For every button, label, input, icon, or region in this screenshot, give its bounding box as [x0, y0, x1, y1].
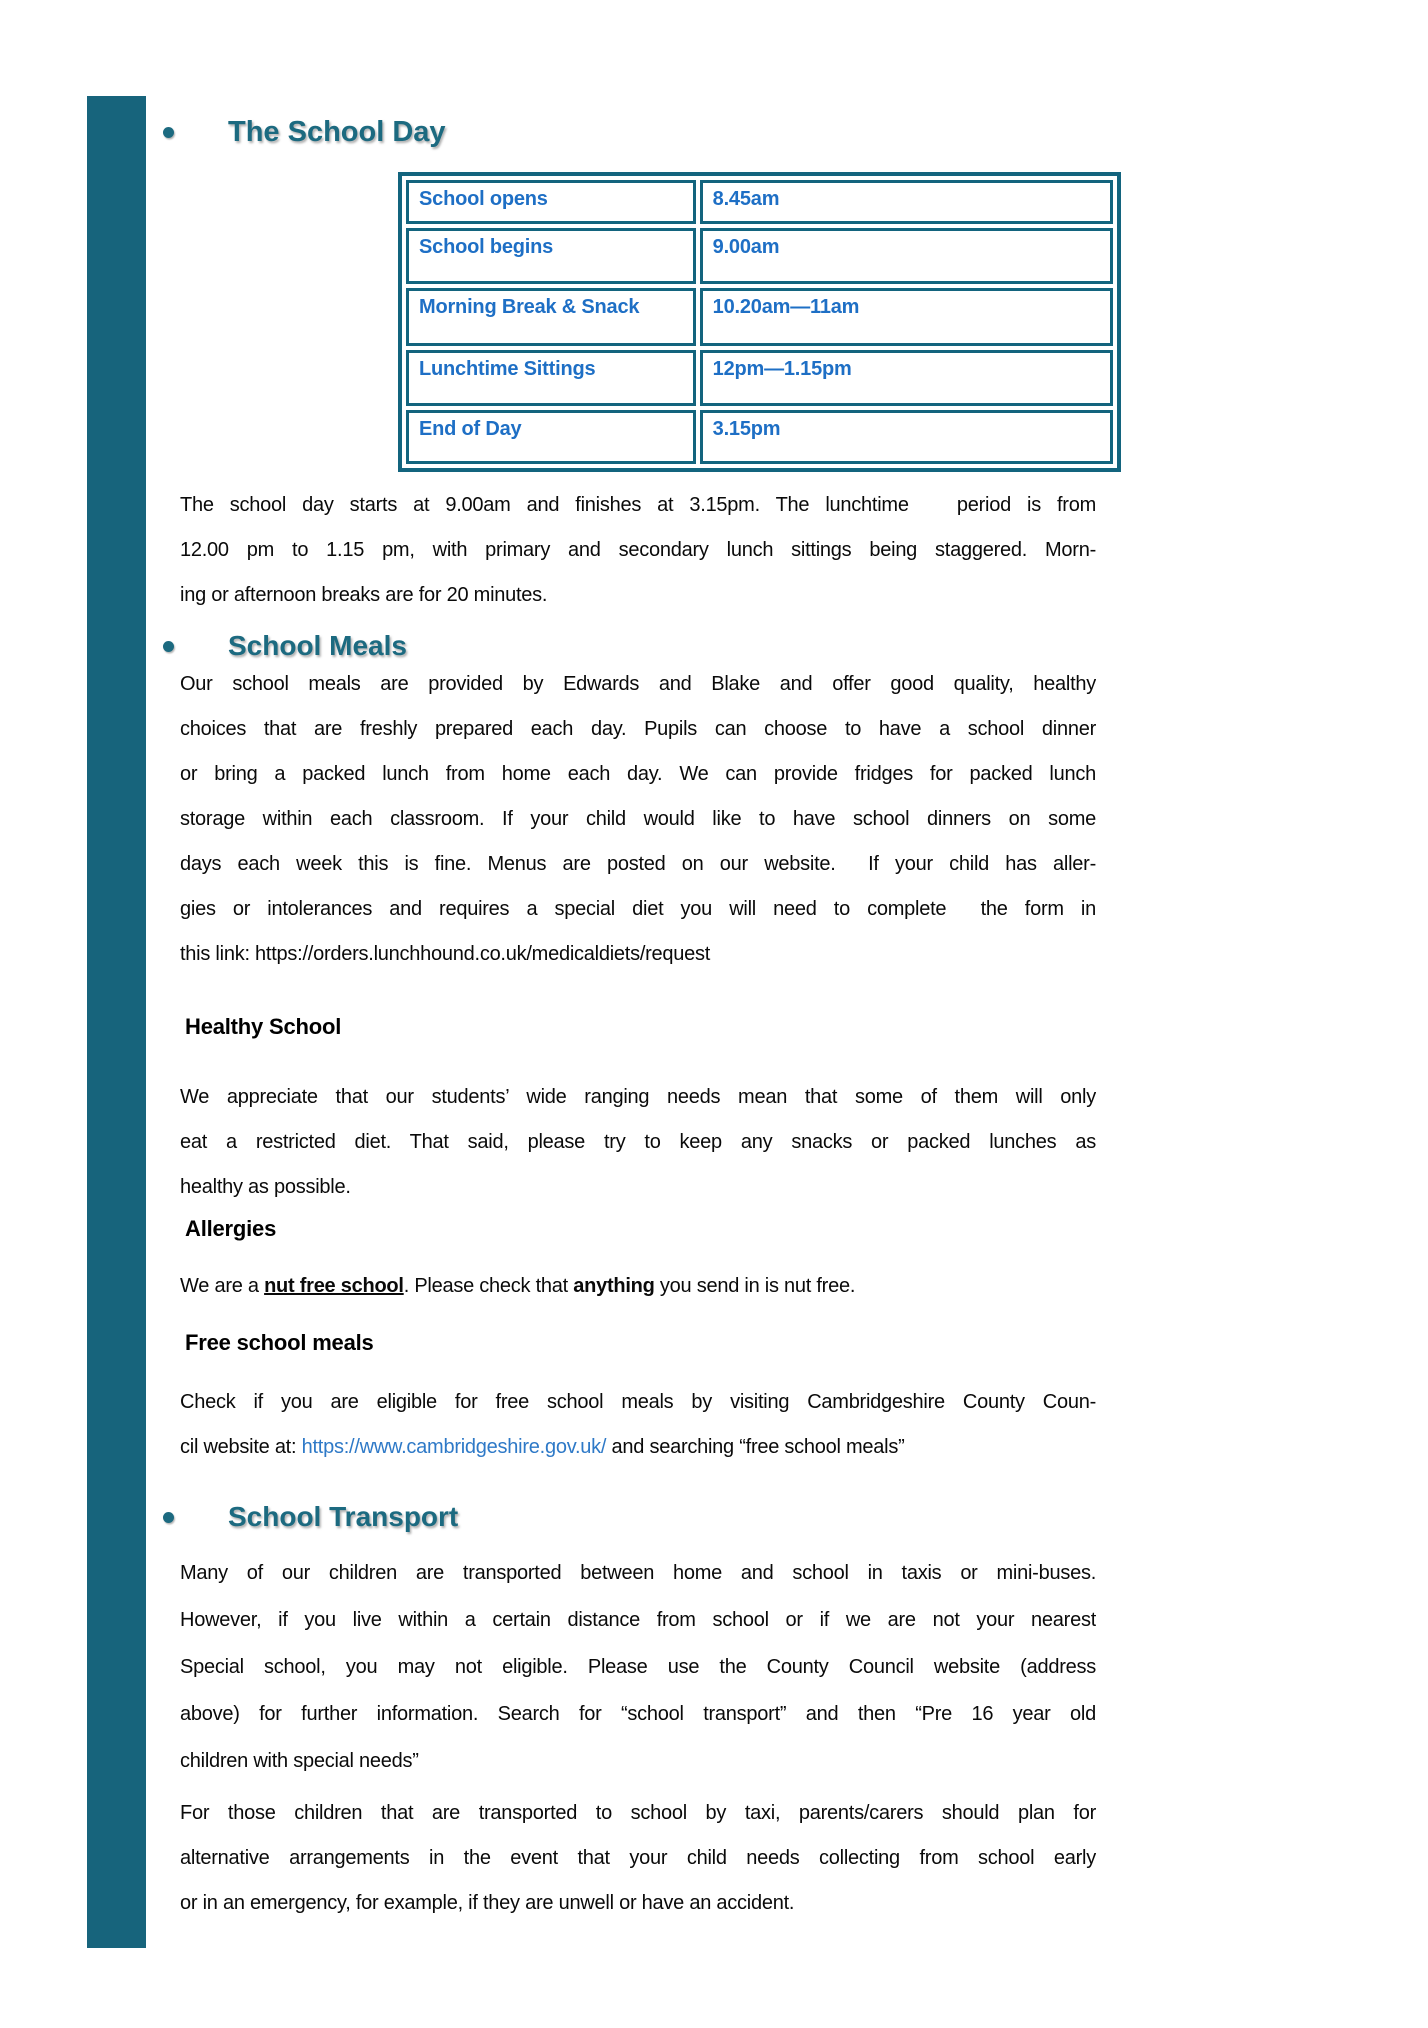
section-heading-school-meals [180, 630, 1096, 662]
subheading-allergies: Allergies [185, 1216, 277, 1241]
timetable-time: 3.15pm [700, 410, 1113, 464]
text-line [180, 1738, 1096, 1785]
body-text: above) for further information. Search for “school transport” and then “Pre 16 year old [180, 1703, 1096, 1725]
text-line [180, 932, 1096, 977]
body-text: cil website at: [180, 1436, 302, 1458]
text-line [180, 1380, 1096, 1425]
timetable-label: Morning Break & Snack [406, 288, 696, 346]
text-line [180, 1881, 1096, 1926]
body-text: However, if you live within a certain distance from school or if we are not your nearest [180, 1609, 1096, 1631]
text-line [180, 1165, 1096, 1210]
paragraph-school-meals-intro [180, 662, 1096, 977]
text-line [180, 1691, 1096, 1738]
body-text: alternative arrangements in the event that your child needs collecting from school early [180, 1847, 1096, 1869]
body-text: For those children that are transported to school by taxi, parents/carers should plan for [180, 1802, 1096, 1824]
text-line [180, 797, 1096, 842]
text-line [180, 752, 1096, 797]
timetable-label: End of Day [406, 410, 696, 464]
body-text: you send in is nut free. [654, 1275, 856, 1297]
text-line [180, 573, 1096, 618]
body-text: days each week this is fine. Menus are posted on our website. If your child has aller- [180, 853, 1096, 875]
body-text: We appreciate that our students’ wide ranging needs mean that some of them will only [180, 1086, 1096, 1108]
text-line [180, 1425, 1096, 1470]
timetable-row [406, 350, 1113, 406]
document-content [180, 0, 1096, 1926]
section-heading-text: School Transport [228, 1501, 459, 1532]
body-text: or bring a packed lunch from home each day. We can provide fridges for packed lunch [180, 763, 1096, 785]
body-text: and searching “free school meals” [606, 1436, 905, 1458]
timetable-row [406, 288, 1113, 346]
subheading-healthy-school: Healthy School [185, 1014, 342, 1039]
paragraph-school-day [180, 483, 1096, 618]
text-line [180, 887, 1096, 932]
paragraph-school-transport-2 [180, 1791, 1096, 1926]
body-text: Our school meals are provided by Edwards and Blake and offer good quality, healthy [180, 673, 1096, 695]
timetable-label: School opens [406, 180, 696, 224]
body-text: choices that are freshly prepared each day. Pupils can choose to have a school dinner [180, 718, 1096, 740]
body-text: healthy as possible. [180, 1176, 351, 1198]
body-text: 12.00 pm to 1.15 pm, with primary and secondary lunch sittings being staggered. Morn- [180, 539, 1096, 561]
emphasis-text: nut free school [264, 1275, 404, 1297]
body-text: gies or intolerances and requires a special diet you will need to complete the form in [180, 898, 1096, 920]
body-text: eat a restricted diet. That said, please try to keep any snacks or packed lunches as [180, 1131, 1096, 1153]
body-text: storage within each classroom. If your child would like to have school dinners on some [180, 808, 1096, 830]
text-line [180, 1644, 1096, 1691]
body-text: this link: https://orders.lunchhound.co.uk/medicaldiets/request [180, 943, 711, 965]
paragraph-free-school-meals [180, 1380, 1096, 1470]
bullet-icon [163, 641, 174, 652]
timetable-label: School begins [406, 228, 696, 284]
text-line [180, 1836, 1096, 1881]
timetable-row [406, 410, 1113, 464]
section-heading-text: School Meals [228, 630, 407, 661]
text-line [180, 1791, 1096, 1836]
body-text: children with special needs” [180, 1750, 419, 1772]
timetable-label: Lunchtime Sittings [406, 350, 696, 406]
body-text: Many of our children are transported between home and school in taxis or mini-buses. [180, 1562, 1096, 1584]
body-text: . Please check that [403, 1275, 574, 1297]
text-line [180, 1597, 1096, 1644]
emphasis-text: anything [573, 1275, 655, 1297]
section-heading-text: The School Day [228, 116, 446, 148]
text-line [180, 483, 1096, 528]
external-link[interactable]: https://www.cambridgeshire.gov.uk/ [301, 1436, 607, 1458]
section-heading-school-day [180, 112, 1096, 152]
bullet-icon [163, 127, 174, 138]
timetable-time: 9.00am [700, 228, 1113, 284]
paragraph-healthy-school [180, 1075, 1096, 1210]
text-line [180, 1075, 1096, 1120]
timetable-time: 12pm—1.15pm [700, 350, 1113, 406]
text-line [180, 1120, 1096, 1165]
text-line [180, 1550, 1096, 1597]
timetable-row [406, 228, 1113, 284]
text-line [180, 662, 1096, 707]
text-line [180, 707, 1096, 752]
subheading-free-school-meals: Free school meals [185, 1330, 374, 1355]
body-text: Check if you are eligible for free school meals by visiting Cambridgeshire County Coun- [180, 1391, 1096, 1413]
school-day-timetable [398, 172, 1121, 472]
section-heading-school-transport [180, 1497, 1096, 1537]
text-line [180, 842, 1096, 887]
timetable-time: 10.20am—11am [700, 288, 1113, 346]
body-text: The school day starts at 9.00am and finishes at 3.15pm. The lunchtime period is from [180, 494, 1096, 516]
body-text: ing or afternoon breaks are for 20 minutes. [180, 584, 548, 606]
text-line [180, 1264, 1096, 1309]
bullet-icon [163, 1512, 174, 1523]
timetable-time: 8.45am [700, 180, 1113, 224]
body-text: or in an emergency, for example, if they are unwell or have an accident. [180, 1892, 795, 1914]
paragraph-allergies [180, 1264, 1096, 1309]
body-text: Special school, you may not eligible. Please use the County Council website (address [180, 1656, 1096, 1678]
left-accent-bar [87, 96, 146, 1948]
body-text: We are a [180, 1275, 265, 1297]
timetable-row [406, 180, 1113, 224]
paragraph-school-transport-1 [180, 1550, 1096, 1785]
text-line [180, 528, 1096, 573]
